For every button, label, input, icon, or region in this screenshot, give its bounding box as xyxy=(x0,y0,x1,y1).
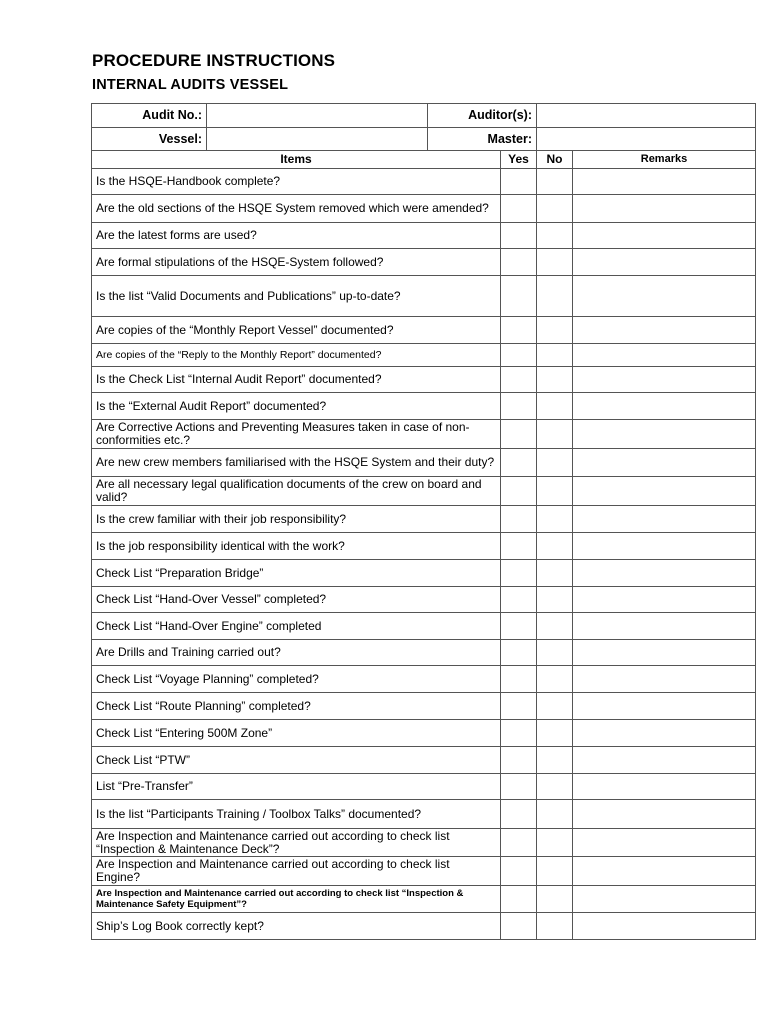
audit-checklist-table xyxy=(91,103,756,940)
checklist-item-text: Check List “Preparation Bridge” xyxy=(92,560,501,587)
no-checkbox-cell[interactable] xyxy=(537,774,573,800)
checklist-row xyxy=(92,613,756,640)
checklist-row xyxy=(92,223,756,249)
checklist-row xyxy=(92,393,756,420)
no-checkbox-cell[interactable] xyxy=(537,829,573,857)
no-column-header: No xyxy=(537,151,573,169)
checklist-row xyxy=(92,276,756,317)
checklist-item-text: Are new crew members familiarised with the HSQE System and their duty? xyxy=(92,449,501,477)
no-checkbox-cell[interactable] xyxy=(537,533,573,560)
no-checkbox-cell[interactable] xyxy=(537,640,573,666)
yes-checkbox-cell[interactable] xyxy=(501,223,537,249)
yes-checkbox-cell[interactable] xyxy=(501,800,537,829)
no-checkbox-cell[interactable] xyxy=(537,506,573,533)
checklist-item-text: Are Inspection and Maintenance carried out according to check list “Inspection & Maintenance Deck”? xyxy=(92,829,501,857)
checklist-item-text: Is the Check List “Internal Audit Report” documented? xyxy=(92,367,501,393)
checklist-item-text: Are copies of the “Monthly Report Vessel” documented? xyxy=(92,317,501,344)
remarks-cell[interactable] xyxy=(573,367,756,393)
yes-checkbox-cell[interactable] xyxy=(501,886,537,913)
yes-checkbox-cell[interactable] xyxy=(501,613,537,640)
yes-column-header: Yes xyxy=(501,151,537,169)
audit-no-label: Audit No.: xyxy=(92,104,207,128)
remarks-cell[interactable] xyxy=(573,857,756,886)
remarks-cell[interactable] xyxy=(573,560,756,587)
yes-checkbox-cell[interactable] xyxy=(501,506,537,533)
yes-checkbox-cell[interactable] xyxy=(501,774,537,800)
yes-checkbox-cell[interactable] xyxy=(501,195,537,223)
no-checkbox-cell[interactable] xyxy=(537,195,573,223)
checklist-item-text: Are all necessary legal qualification documents of the crew on board and valid? xyxy=(92,477,501,506)
page-subtitle: INTERNAL AUDITS VESSEL xyxy=(92,77,289,93)
yes-checkbox-cell[interactable] xyxy=(501,560,537,587)
remarks-cell[interactable] xyxy=(573,195,756,223)
yes-checkbox-cell[interactable] xyxy=(501,276,537,317)
checklist-item-text: Are the old sections of the HSQE System removed which were amended? xyxy=(92,195,501,223)
checklist-row xyxy=(92,666,756,693)
no-checkbox-cell[interactable] xyxy=(537,317,573,344)
audit-no-row xyxy=(92,104,756,128)
remarks-cell[interactable] xyxy=(573,477,756,506)
remarks-cell[interactable] xyxy=(573,223,756,249)
yes-checkbox-cell[interactable] xyxy=(501,587,537,613)
no-checkbox-cell[interactable] xyxy=(537,886,573,913)
yes-checkbox-cell[interactable] xyxy=(501,913,537,940)
no-checkbox-cell[interactable] xyxy=(537,693,573,720)
no-checkbox-cell[interactable] xyxy=(537,747,573,774)
yes-checkbox-cell[interactable] xyxy=(501,449,537,477)
remarks-cell[interactable] xyxy=(573,449,756,477)
checklist-item-text: Is the crew familiar with their job responsibility? xyxy=(92,506,501,533)
no-checkbox-cell[interactable] xyxy=(537,720,573,747)
no-checkbox-cell[interactable] xyxy=(537,420,573,449)
remarks-cell[interactable] xyxy=(573,276,756,317)
no-checkbox-cell[interactable] xyxy=(537,477,573,506)
no-checkbox-cell[interactable] xyxy=(537,393,573,420)
remarks-cell[interactable] xyxy=(573,747,756,774)
checklist-row xyxy=(92,829,756,857)
checklist-item-text: Are Inspection and Maintenance carried out according to check list Engine? xyxy=(92,857,501,886)
checklist-item-text: Is the “External Audit Report” documented? xyxy=(92,393,501,420)
remarks-cell[interactable] xyxy=(573,913,756,940)
vessel-label: Vessel: xyxy=(92,128,207,151)
checklist-row xyxy=(92,533,756,560)
yes-checkbox-cell[interactable] xyxy=(501,367,537,393)
auditors-field[interactable] xyxy=(537,104,756,128)
remarks-cell[interactable] xyxy=(573,774,756,800)
auditors-label: Auditor(s): xyxy=(428,104,537,128)
remarks-cell[interactable] xyxy=(573,666,756,693)
remarks-cell[interactable] xyxy=(573,720,756,747)
checklist-row xyxy=(92,774,756,800)
column-header-row xyxy=(92,151,756,169)
checklist-row xyxy=(92,477,756,506)
remarks-cell[interactable] xyxy=(573,613,756,640)
no-checkbox-cell[interactable] xyxy=(537,276,573,317)
checklist-row xyxy=(92,249,756,276)
checklist-row xyxy=(92,506,756,533)
checklist-row xyxy=(92,886,756,913)
yes-checkbox-cell[interactable] xyxy=(501,477,537,506)
checklist-item-text: Check List “Voyage Planning” completed? xyxy=(92,666,501,693)
checklist-row xyxy=(92,800,756,829)
master-label: Master: xyxy=(428,128,537,151)
yes-checkbox-cell[interactable] xyxy=(501,249,537,276)
checklist-row xyxy=(92,344,756,367)
checklist-row xyxy=(92,640,756,666)
no-checkbox-cell[interactable] xyxy=(537,587,573,613)
checklist-item-text: Is the list “Participants Training / Toolbox Talks” documented? xyxy=(92,800,501,829)
checklist-row xyxy=(92,747,756,774)
no-checkbox-cell[interactable] xyxy=(537,613,573,640)
yes-checkbox-cell[interactable] xyxy=(501,829,537,857)
remarks-cell[interactable] xyxy=(573,393,756,420)
yes-checkbox-cell[interactable] xyxy=(501,857,537,886)
remarks-cell[interactable] xyxy=(573,533,756,560)
remarks-cell[interactable] xyxy=(573,587,756,613)
vessel-row xyxy=(92,128,756,151)
checklist-row xyxy=(92,449,756,477)
audit-no-field[interactable] xyxy=(207,104,428,128)
no-checkbox-cell[interactable] xyxy=(537,344,573,367)
yes-checkbox-cell[interactable] xyxy=(501,420,537,449)
yes-checkbox-cell[interactable] xyxy=(501,533,537,560)
checklist-item-text: Ship’s Log Book correctly kept? xyxy=(92,913,501,940)
checklist-row xyxy=(92,913,756,940)
remarks-cell[interactable] xyxy=(573,800,756,829)
checklist-item-text: Are the latest forms are used? xyxy=(92,223,501,249)
checklist-item-text: Are Inspection and Maintenance carried out according to check list “Inspection & Maintenance Safety Equipment”? xyxy=(92,886,501,913)
no-checkbox-cell[interactable] xyxy=(537,169,573,195)
checklist-item-text: Is the HSQE-Handbook complete? xyxy=(92,169,501,195)
checklist-row xyxy=(92,420,756,449)
remarks-cell[interactable] xyxy=(573,249,756,276)
remarks-cell[interactable] xyxy=(573,886,756,913)
remarks-cell[interactable] xyxy=(573,829,756,857)
checklist-row xyxy=(92,195,756,223)
no-checkbox-cell[interactable] xyxy=(537,560,573,587)
no-checkbox-cell[interactable] xyxy=(537,449,573,477)
remarks-cell[interactable] xyxy=(573,640,756,666)
remarks-cell[interactable] xyxy=(573,317,756,344)
remarks-cell[interactable] xyxy=(573,693,756,720)
yes-checkbox-cell[interactable] xyxy=(501,693,537,720)
no-checkbox-cell[interactable] xyxy=(537,913,573,940)
vessel-field[interactable] xyxy=(207,128,428,151)
yes-checkbox-cell[interactable] xyxy=(501,393,537,420)
yes-checkbox-cell[interactable] xyxy=(501,720,537,747)
yes-checkbox-cell[interactable] xyxy=(501,666,537,693)
yes-checkbox-cell[interactable] xyxy=(501,344,537,367)
checklist-row xyxy=(92,367,756,393)
checklist-item-text: List “Pre-Transfer” xyxy=(92,774,501,800)
yes-checkbox-cell[interactable] xyxy=(501,747,537,774)
checklist-row xyxy=(92,560,756,587)
remarks-cell[interactable] xyxy=(573,169,756,195)
checklist-item-text: Check List “Hand-Over Engine” completed xyxy=(92,613,501,640)
checklist-row xyxy=(92,693,756,720)
checklist-row xyxy=(92,587,756,613)
page-title: PROCEDURE INSTRUCTIONS xyxy=(92,51,336,70)
checklist-item-text: Are formal stipulations of the HSQE-System followed? xyxy=(92,249,501,276)
remarks-cell[interactable] xyxy=(573,420,756,449)
checklist-row xyxy=(92,720,756,747)
no-checkbox-cell[interactable] xyxy=(537,857,573,886)
remarks-cell[interactable] xyxy=(573,506,756,533)
checklist-row xyxy=(92,169,756,195)
no-checkbox-cell[interactable] xyxy=(537,800,573,829)
checklist-item-text: Are copies of the “Reply to the Monthly Report” documented? xyxy=(92,344,501,367)
checklist-item-text: Check List “Hand-Over Vessel” completed? xyxy=(92,587,501,613)
checklist-row xyxy=(92,857,756,886)
no-checkbox-cell[interactable] xyxy=(537,367,573,393)
checklist-item-text: Check List “PTW” xyxy=(92,747,501,774)
no-checkbox-cell[interactable] xyxy=(537,223,573,249)
master-field[interactable] xyxy=(537,128,756,151)
items-column-header: Items xyxy=(92,151,501,169)
checklist-item-text: Is the job responsibility identical with the work? xyxy=(92,533,501,560)
no-checkbox-cell[interactable] xyxy=(537,249,573,276)
yes-checkbox-cell[interactable] xyxy=(501,169,537,195)
no-checkbox-cell[interactable] xyxy=(537,666,573,693)
checklist-row xyxy=(92,317,756,344)
remarks-cell[interactable] xyxy=(573,344,756,367)
checklist-item-text: Are Corrective Actions and Preventing Measures taken in case of non-conformities etc.? xyxy=(92,420,501,449)
remarks-column-header: Remarks xyxy=(573,151,756,169)
yes-checkbox-cell[interactable] xyxy=(501,640,537,666)
checklist-item-text: Is the list “Valid Documents and Publications” up-to-date? xyxy=(92,276,501,317)
yes-checkbox-cell[interactable] xyxy=(501,317,537,344)
checklist-item-text: Check List “Entering 500M Zone” xyxy=(92,720,501,747)
checklist-item-text: Are Drills and Training carried out? xyxy=(92,640,501,666)
checklist-item-text: Check List “Route Planning” completed? xyxy=(92,693,501,720)
